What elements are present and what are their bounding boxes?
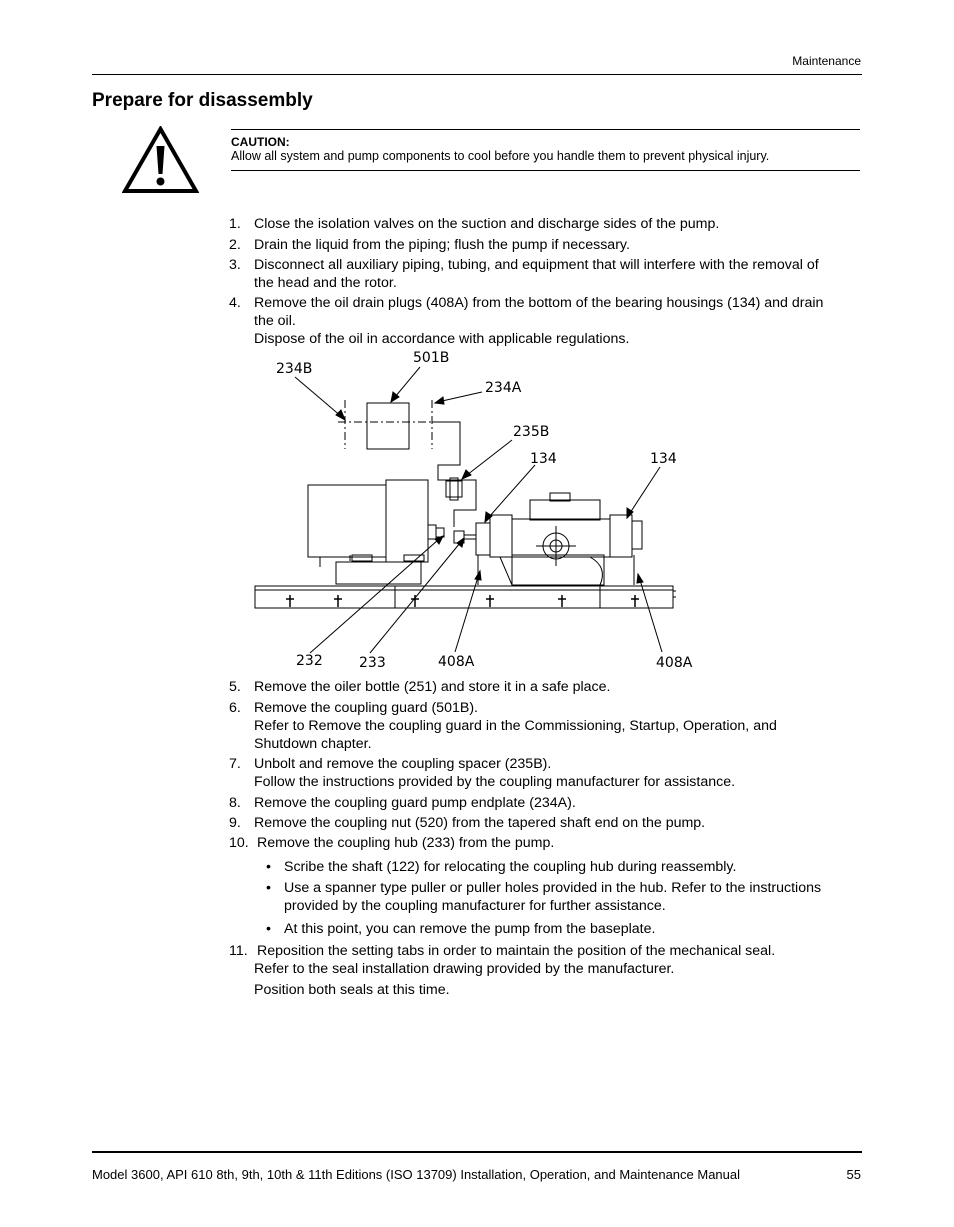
step-text: Remove the coupling nut (520) from the tapered shaft end on the pump. [254, 815, 706, 831]
baseplate-shape [255, 586, 673, 608]
bullet-dot: • [266, 880, 271, 896]
step-text: Refer to the seal installation drawing provided by the manufacturer. [254, 961, 675, 977]
step-number: 1. [229, 216, 241, 232]
bullet-text: Scribe the shaft (122) for relocating the coupling hub during reassembly. [284, 859, 737, 875]
step-text: Refer to Remove the coupling guard in the Commissioning, Startup, Operation, and [254, 718, 777, 734]
step-text: Remove the coupling hub (233) from the pump. [257, 835, 555, 851]
step-text: Reposition the setting tabs in order to maintain the position of the mechanical seal. [257, 943, 776, 959]
step-number: 9. [229, 815, 241, 831]
step-number: 5. [229, 679, 241, 695]
step-number: 11. [229, 943, 248, 959]
step-text: Remove the coupling guard pump endplate (234A). [254, 795, 576, 811]
step-text: the head and the rotor. [254, 275, 397, 291]
page-number: 55 [846, 1167, 861, 1182]
caution-box [231, 129, 860, 171]
step-text: Shutdown chapter. [254, 736, 372, 752]
label-408A-right: 408A [656, 655, 693, 671]
footer-manual-title: Model 3600, API 610 8th, 9th, 10th & 11th Editions (ISO 13709) Installation, Operation, and Maintenance Manual [92, 1167, 741, 1182]
bullet-text: Use a spanner type puller or puller holes provided in the hub. Refer to the instructions [284, 880, 822, 896]
step-text: Remove the oiler bottle (251) and store it in a safe place. [254, 679, 611, 695]
step-text: Dispose of the oil in accordance with applicable regulations. [254, 331, 630, 347]
step-number: 4. [229, 295, 241, 311]
caution-label: CAUTION: [231, 135, 290, 149]
caution-text: Allow all system and pump components to cool before you handle them to prevent physical injury. [231, 149, 770, 163]
step-number: 2. [229, 237, 241, 253]
step-number: 6. [229, 700, 241, 716]
bullet-dot: • [266, 921, 271, 937]
label-233: 233 [359, 655, 386, 671]
step-text: Follow the instructions provided by the coupling manufacturer for assistance. [254, 774, 736, 790]
label-232: 232 [296, 653, 323, 669]
step-number: 7. [229, 756, 241, 772]
label-501B: 501B [413, 350, 450, 366]
running-header: Maintenance [792, 54, 861, 68]
label-235B: 235B [513, 424, 550, 440]
step-number: 10. [229, 835, 249, 851]
step-text: Drain the liquid from the piping; flush the pump if necessary. [254, 237, 630, 253]
label-234A: 234A [485, 380, 522, 396]
step-text: the oil. [254, 313, 296, 329]
section-title: Prepare for disassembly [92, 90, 313, 111]
bullet-text: provided by the coupling manufacturer for further assistance. [284, 898, 666, 914]
coupling-guard-shape [367, 403, 409, 449]
step-text: Position both seals at this time. [254, 982, 450, 998]
step-text: Disconnect all auxiliary piping, tubing, and equipment that will interfere with the removal of [254, 257, 819, 273]
bullet-text: At this point, you can remove the pump from the baseplate. [284, 921, 656, 937]
label-408A-left: 408A [438, 654, 475, 670]
step-text: Remove the oil drain plugs (408A) from the bottom of the bearing housings (134) and drain [254, 295, 824, 311]
pump-assembly-drawing [250, 345, 700, 675]
pump-casing-shape [512, 519, 610, 557]
label-134-left: 134 [530, 451, 557, 467]
step-number: 3. [229, 257, 241, 273]
step-text: Unbolt and remove the coupling spacer (235B). [254, 756, 552, 772]
header-rule [92, 74, 862, 75]
step-number: 8. [229, 795, 241, 811]
warning-triangle-icon [122, 126, 199, 194]
bullet-dot: • [266, 859, 271, 875]
motor-shape [308, 485, 386, 557]
footer-rule [92, 1151, 862, 1153]
label-234B: 234B [276, 361, 313, 377]
step-text: Remove the coupling guard (501B). [254, 700, 478, 716]
label-134-right: 134 [650, 451, 677, 467]
step-text: Close the isolation valves on the suction and discharge sides of the pump. [254, 216, 720, 232]
